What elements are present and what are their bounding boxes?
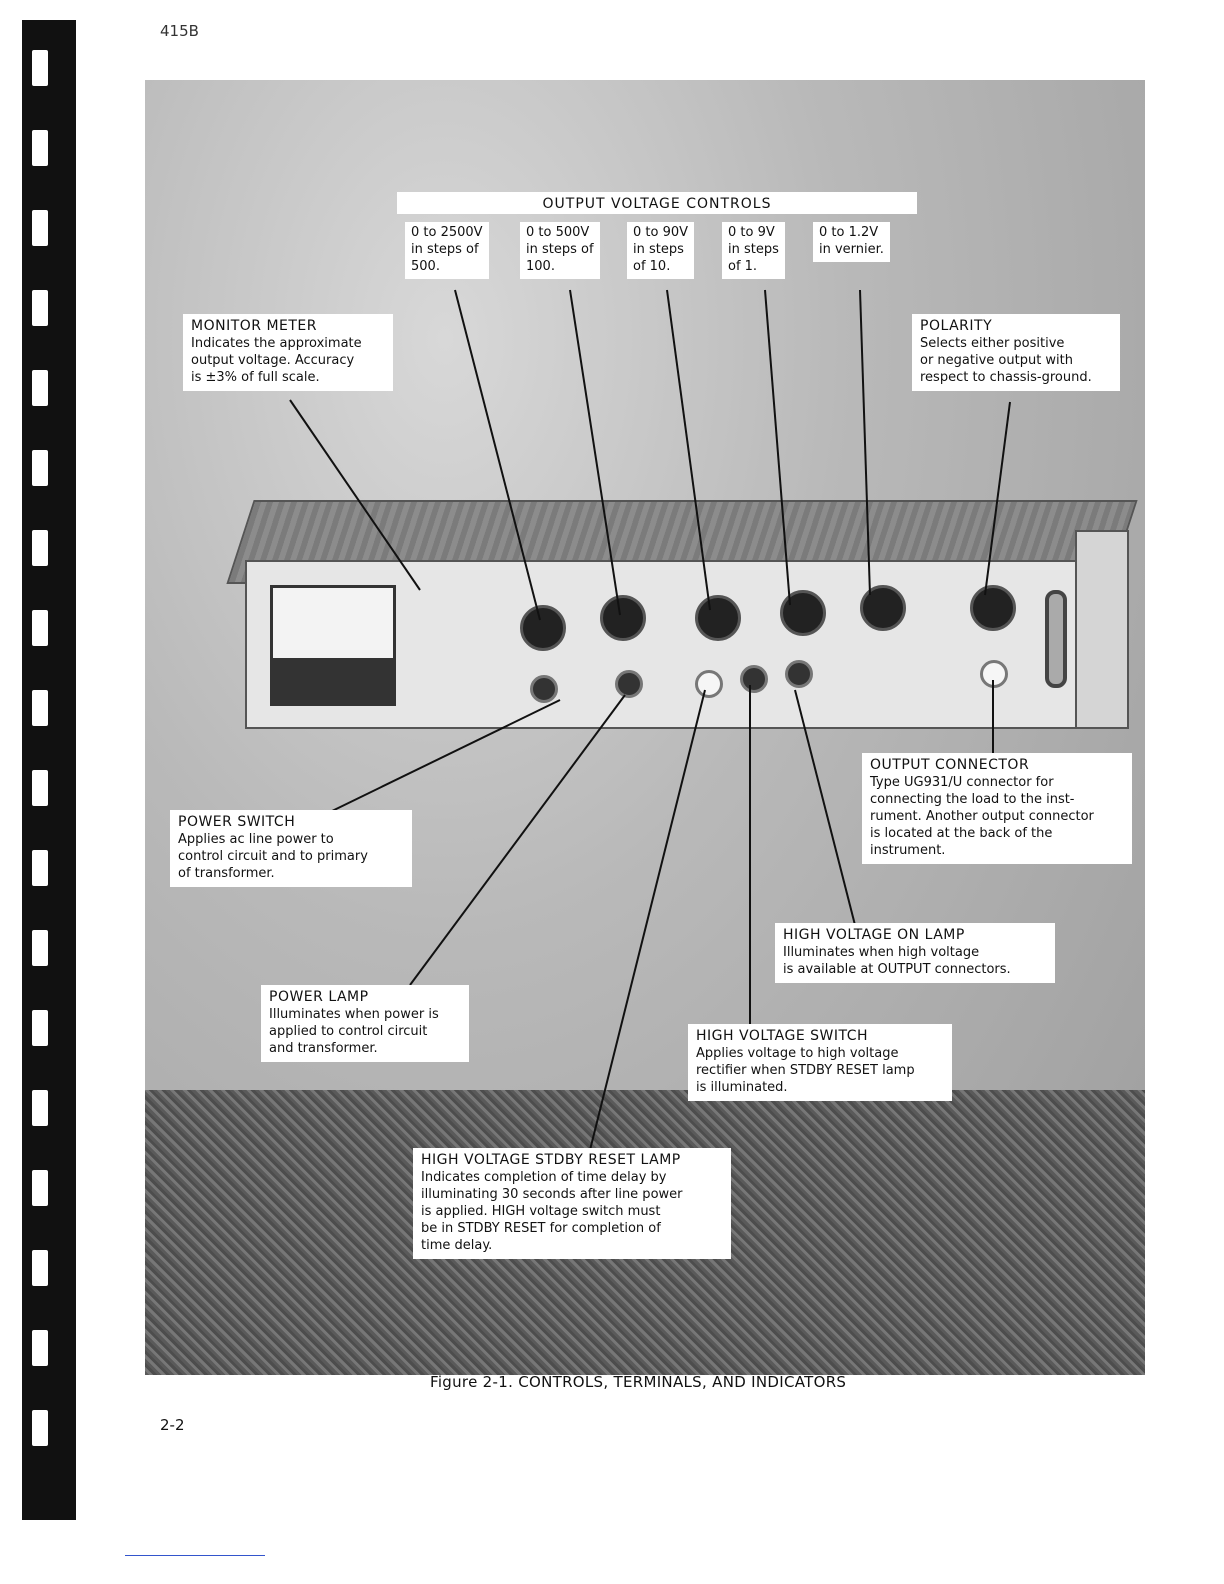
callout-desc: Selects either positive or negative output with respect to chassis-ground. [920,336,1092,385]
page-model-id: 415B [160,22,199,40]
callout-desc: Applies voltage to high voltage rectifier when STDBY RESET lamp is illuminated. [696,1046,915,1095]
range-vernier: 0 to 1.2V in vernier. [813,222,890,262]
callout-title: POWER LAMP [269,989,369,1005]
callout-desc: Type UG931/U connector for connecting the load to the inst- rument. Another output connector is located at the back of the instrument. [870,775,1094,858]
callout-stdby-reset-lamp [413,1148,731,1259]
pointer-line [410,695,625,985]
pointer-line [985,402,1010,595]
range-90v: 0 to 90V in steps of 10. [627,222,694,279]
callout-title: HIGH VOLTAGE STDBY RESET LAMP [421,1152,681,1168]
pointer-line [330,700,560,812]
callout-desc: Indicates the approximate output voltage. Accuracy is ±3% of full scale. [191,336,362,385]
pointer-line [860,290,870,595]
callout-output-connector [862,753,1132,864]
callout-desc: Applies ac line power to control circuit and to primary of transformer. [178,832,368,881]
page-number: 2-2 [160,1416,185,1434]
callout-title: HIGH VOLTAGE ON LAMP [783,927,965,943]
pointer-line [455,290,540,620]
callout-power-switch [170,810,412,887]
callout-title: POLARITY [920,318,993,334]
figure-caption: Figure 2-1. CONTROLS, TERMINALS, AND INDICATORS [430,1373,847,1391]
callout-title: POWER SWITCH [178,814,296,830]
callout-high-voltage-on-lamp [775,923,1055,983]
callout-desc: Illuminates when high voltage is available at OUTPUT connectors. [783,945,1011,977]
pointer-line [667,290,710,610]
pointer-line [290,400,420,590]
pointer-line [795,690,855,925]
callout-title: HIGH VOLTAGE SWITCH [696,1028,869,1044]
pointer-line [765,290,790,605]
callout-desc: Illuminates when power is applied to control circuit and transformer. [269,1007,439,1056]
range-2500v: 0 to 2500V in steps of 500. [405,222,489,279]
callout-polarity [912,314,1120,391]
range-9v: 0 to 9V in steps of 1. [722,222,785,279]
output-voltage-controls-title: OUTPUT VOLTAGE CONTROLS [397,192,917,214]
callout-high-voltage-switch [688,1024,952,1101]
callout-power-lamp [261,985,469,1062]
pointer-line [570,290,620,615]
callout-monitor-meter [183,314,393,391]
footer-rule [125,1555,265,1556]
callout-desc: Indicates completion of time delay by illuminating 30 seconds after line power is applied. HIGH voltage switch must be in STDBY RESET for completion of time delay. [421,1170,683,1253]
callout-title: MONITOR METER [191,318,317,334]
callout-title: OUTPUT CONNECTOR [870,757,1030,773]
range-500v: 0 to 500V in steps of 100. [520,222,600,279]
